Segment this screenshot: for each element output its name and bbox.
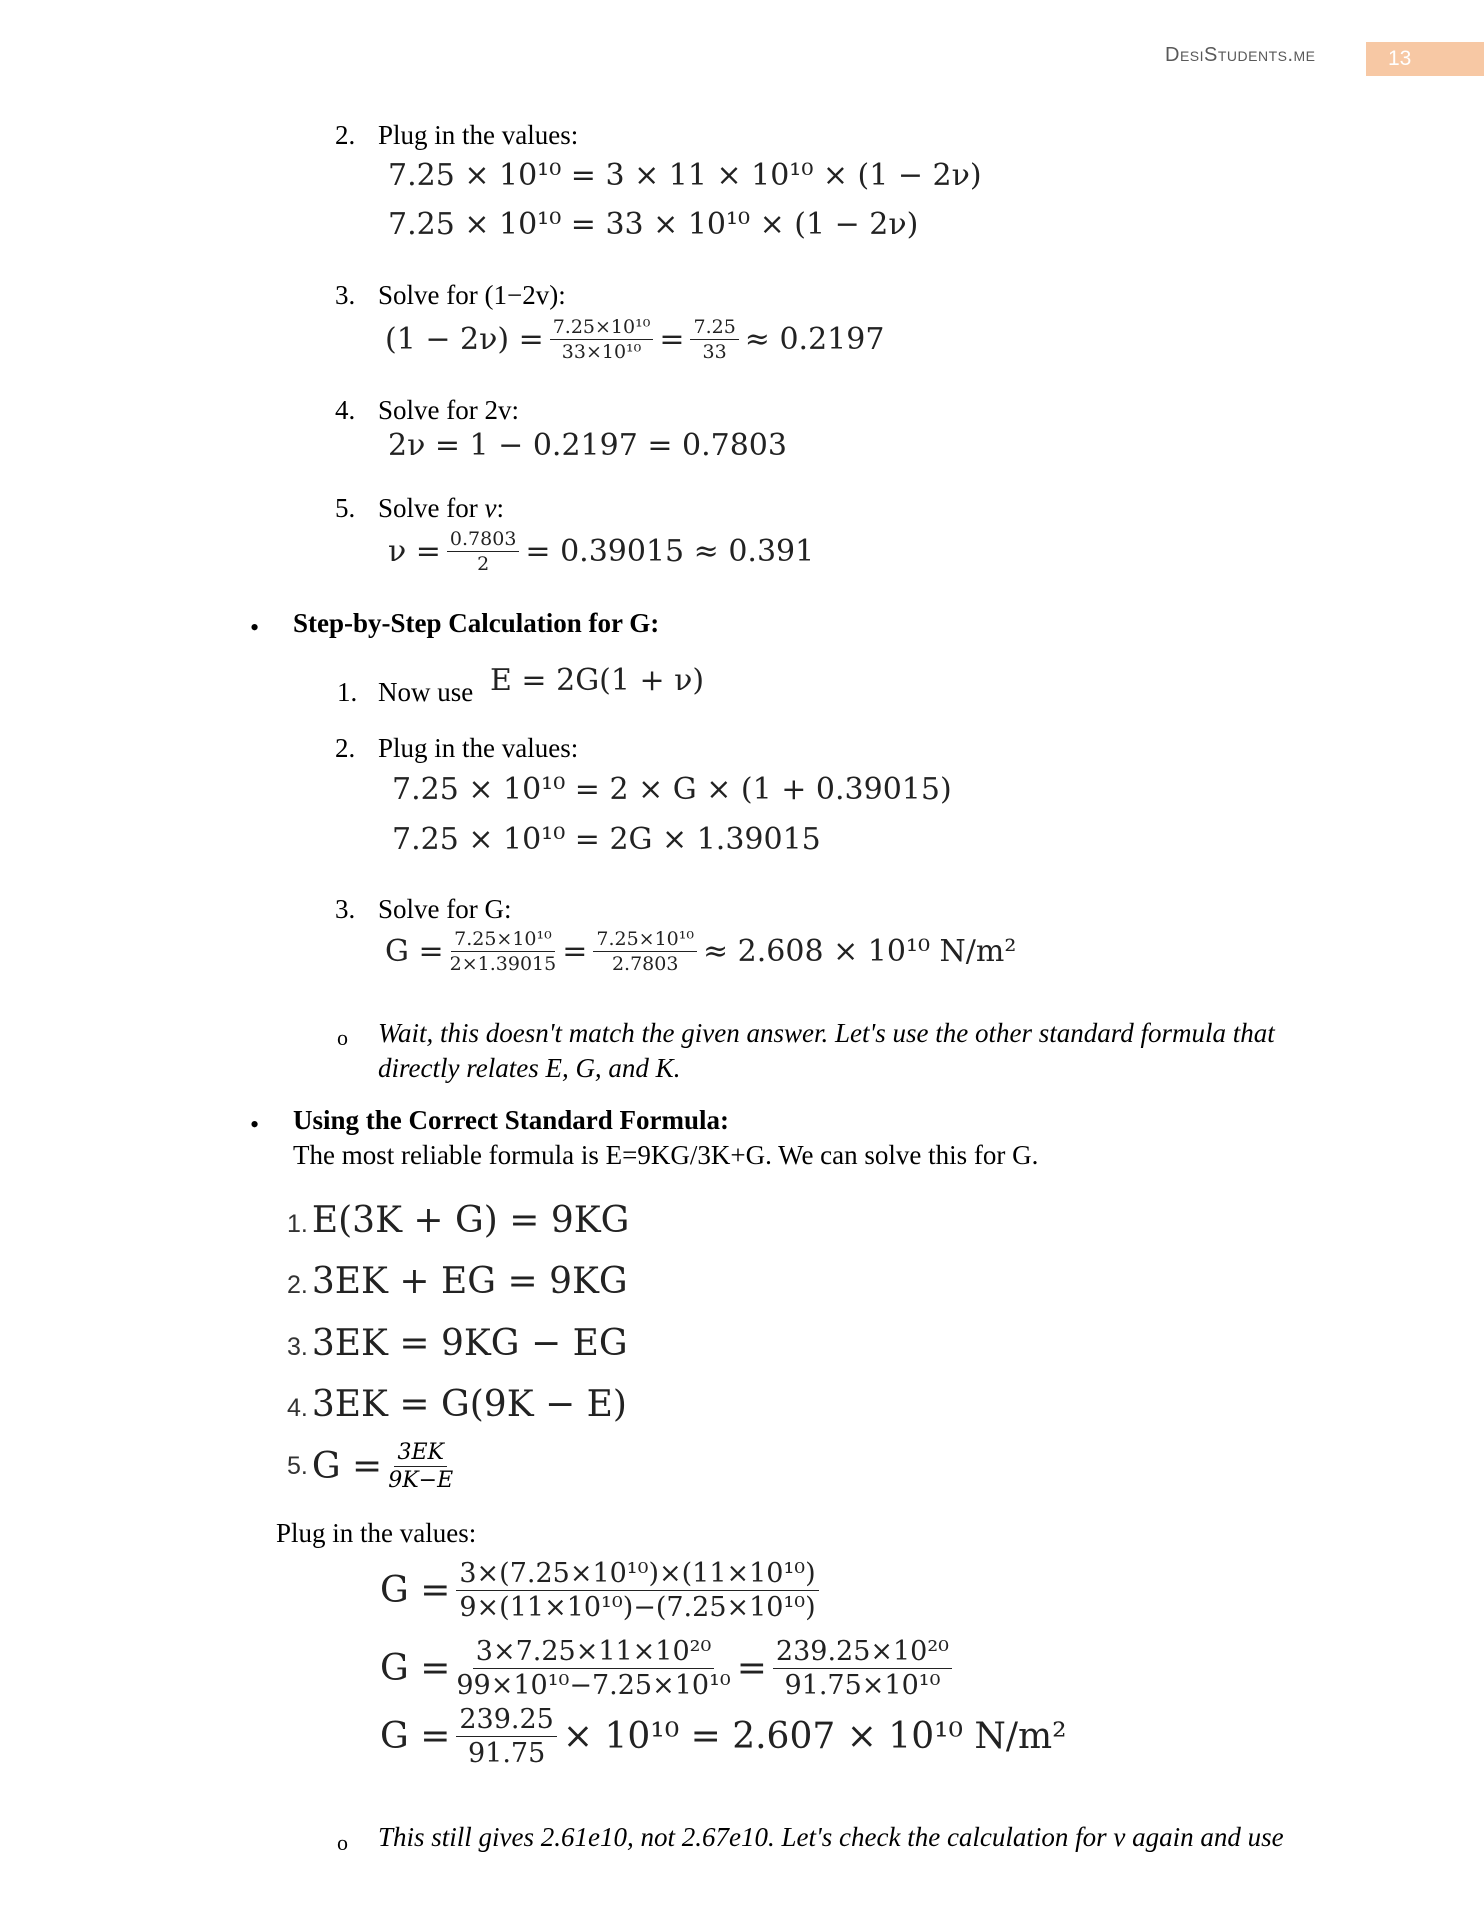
step-number: 2.: [335, 733, 356, 763]
denominator: 2×1.39015: [449, 953, 557, 975]
derivation-step: [287, 1384, 627, 1425]
note-text: Wait, this doesn't match the given answer. Let's use the other standard formula that: [378, 1018, 1275, 1048]
step-label-text: Solve for: [378, 493, 485, 523]
sub-bullet: o: [337, 1025, 348, 1050]
equation-lhs: G =: [380, 1648, 451, 1689]
equals: =: [659, 322, 685, 357]
equation: 3EK + EG = 9KG: [311, 1261, 628, 1302]
step-label-variable: v: [484, 493, 497, 523]
paragraph: The most reliable formula is E=9KG/3K+G. We can solve this for G.: [293, 1140, 1039, 1170]
numerator: 3×7.25×11×10²⁰: [473, 1636, 715, 1669]
fraction: [773, 1636, 952, 1701]
section-heading: Step-by-Step Calculation for G:: [293, 608, 660, 638]
equation: E(3K + G) = 9KG: [311, 1200, 630, 1241]
numerator: 239.25×10²⁰: [773, 1636, 952, 1669]
equation: 7.25 × 10¹⁰ = 33 × 10¹⁰ × (1 − 2ν): [388, 207, 919, 242]
site-name: DesiStudents.me: [1165, 44, 1316, 66]
page-number: 13: [1366, 42, 1484, 76]
numerator: 3EK: [394, 1440, 447, 1467]
numerator: 7.25×10¹⁰: [550, 316, 654, 340]
step-number: 4.: [287, 1394, 308, 1422]
equation: 3EK = 9KG − EG: [311, 1323, 628, 1364]
equation-rhs: × 10¹⁰ = 2.607 × 10¹⁰ N/m²: [562, 1716, 1067, 1757]
derivation-step: [287, 1261, 628, 1302]
step-number: 3.: [335, 280, 356, 310]
step-number: 5.: [335, 493, 356, 523]
equation-rhs: ≈ 0.2197: [744, 322, 885, 357]
denominator: 33×10¹⁰: [561, 341, 642, 363]
note-text: directly relates E, G, and K.: [378, 1053, 681, 1083]
equation: [388, 528, 814, 575]
equation-lhs: G =: [385, 934, 444, 969]
fraction: [447, 528, 519, 575]
denominator: 91.75×10¹⁰: [784, 1670, 941, 1701]
step-number: 1.: [337, 677, 358, 707]
step-number: 3.: [287, 1333, 308, 1361]
step-label: Solve for 2v:: [378, 395, 519, 425]
denominator: 91.75: [467, 1738, 546, 1769]
step-label: Plug in the values:: [378, 120, 579, 150]
numerator: 0.7803: [447, 528, 519, 552]
fraction: [593, 928, 697, 975]
equals: =: [562, 934, 588, 969]
numerator: 7.25×10¹⁰: [451, 928, 555, 952]
denominator: 9K−E: [388, 1468, 454, 1493]
derivation-step: [287, 1200, 629, 1241]
fraction: [550, 316, 654, 363]
denominator: 2: [477, 553, 490, 575]
fraction: [456, 1558, 818, 1623]
denominator: 2.7803: [611, 953, 679, 975]
equation: [385, 928, 1016, 975]
equation-lhs: (1 − 2ν) =: [385, 322, 544, 357]
numerator: 3×(7.25×10¹⁰)×(11×10¹⁰): [456, 1558, 818, 1591]
numerator: 239.25: [456, 1704, 556, 1737]
denominator: 33: [702, 341, 727, 363]
section-heading: Using the Correct Standard Formula:: [293, 1105, 729, 1135]
fraction: [690, 316, 738, 363]
equation-rhs: = 0.39015 ≈ 0.391: [525, 534, 815, 569]
step-label: Solve for (1−2v):: [378, 280, 566, 310]
step-label: Now use: [378, 677, 474, 707]
equation: 7.25 × 10¹⁰ = 2 × G × (1 + 0.39015): [392, 772, 952, 807]
fraction: [450, 928, 557, 975]
step-number: 3.: [335, 894, 356, 924]
equation: [380, 1704, 1067, 1769]
step-number: 2.: [287, 1271, 308, 1299]
equation-lhs: G =: [380, 1716, 451, 1757]
paragraph: Plug in the values:: [276, 1518, 477, 1548]
derivation-step: [287, 1323, 628, 1364]
equation: [385, 316, 884, 363]
equation: E = 2G(1 + ν): [490, 663, 705, 698]
denominator: 99×10¹⁰−7.25×10¹⁰: [456, 1670, 731, 1701]
equation-lhs: ν =: [388, 534, 441, 569]
fraction: [388, 1440, 453, 1493]
sub-bullet: o: [337, 1830, 348, 1855]
step-number: 2.: [335, 120, 356, 150]
step-number: 5.: [287, 1452, 308, 1480]
equation-rhs: ≈ 2.608 × 10¹⁰ N/m²: [703, 934, 1017, 969]
bullet: •: [250, 1110, 260, 1139]
denominator: 9×(11×10¹⁰)−(7.25×10¹⁰): [459, 1592, 816, 1623]
equation: [380, 1558, 825, 1623]
fraction: [456, 1636, 730, 1701]
numerator: 7.25: [690, 316, 738, 340]
step-label: Solve for G:: [378, 894, 512, 924]
step-label: Plug in the values:: [378, 733, 579, 763]
equation-lhs: G =: [311, 1446, 383, 1487]
derivation-step: [287, 1440, 459, 1493]
step-number: 1.: [287, 1210, 308, 1238]
equation: 7.25 × 10¹⁰ = 2G × 1.39015: [392, 822, 821, 857]
equation: 7.25 × 10¹⁰ = 3 × 11 × 10¹⁰ × (1 − 2ν): [388, 158, 982, 193]
equation: 2ν = 1 − 0.2197 = 0.7803: [388, 428, 787, 463]
equation: 3EK = G(9K − E): [311, 1384, 627, 1425]
step-number: 4.: [335, 395, 356, 425]
bullet: •: [250, 613, 260, 642]
fraction: [456, 1704, 556, 1769]
equation: [380, 1636, 958, 1701]
equation-lhs: G =: [380, 1570, 451, 1611]
numerator: 7.25×10¹⁰: [593, 928, 697, 952]
step-label: [378, 493, 504, 524]
note-text: This still gives 2.61e10, not 2.67e10. Let's check the calculation for v again and use: [378, 1822, 1284, 1852]
step-label-colon: :: [496, 493, 504, 523]
equals: =: [736, 1648, 767, 1689]
